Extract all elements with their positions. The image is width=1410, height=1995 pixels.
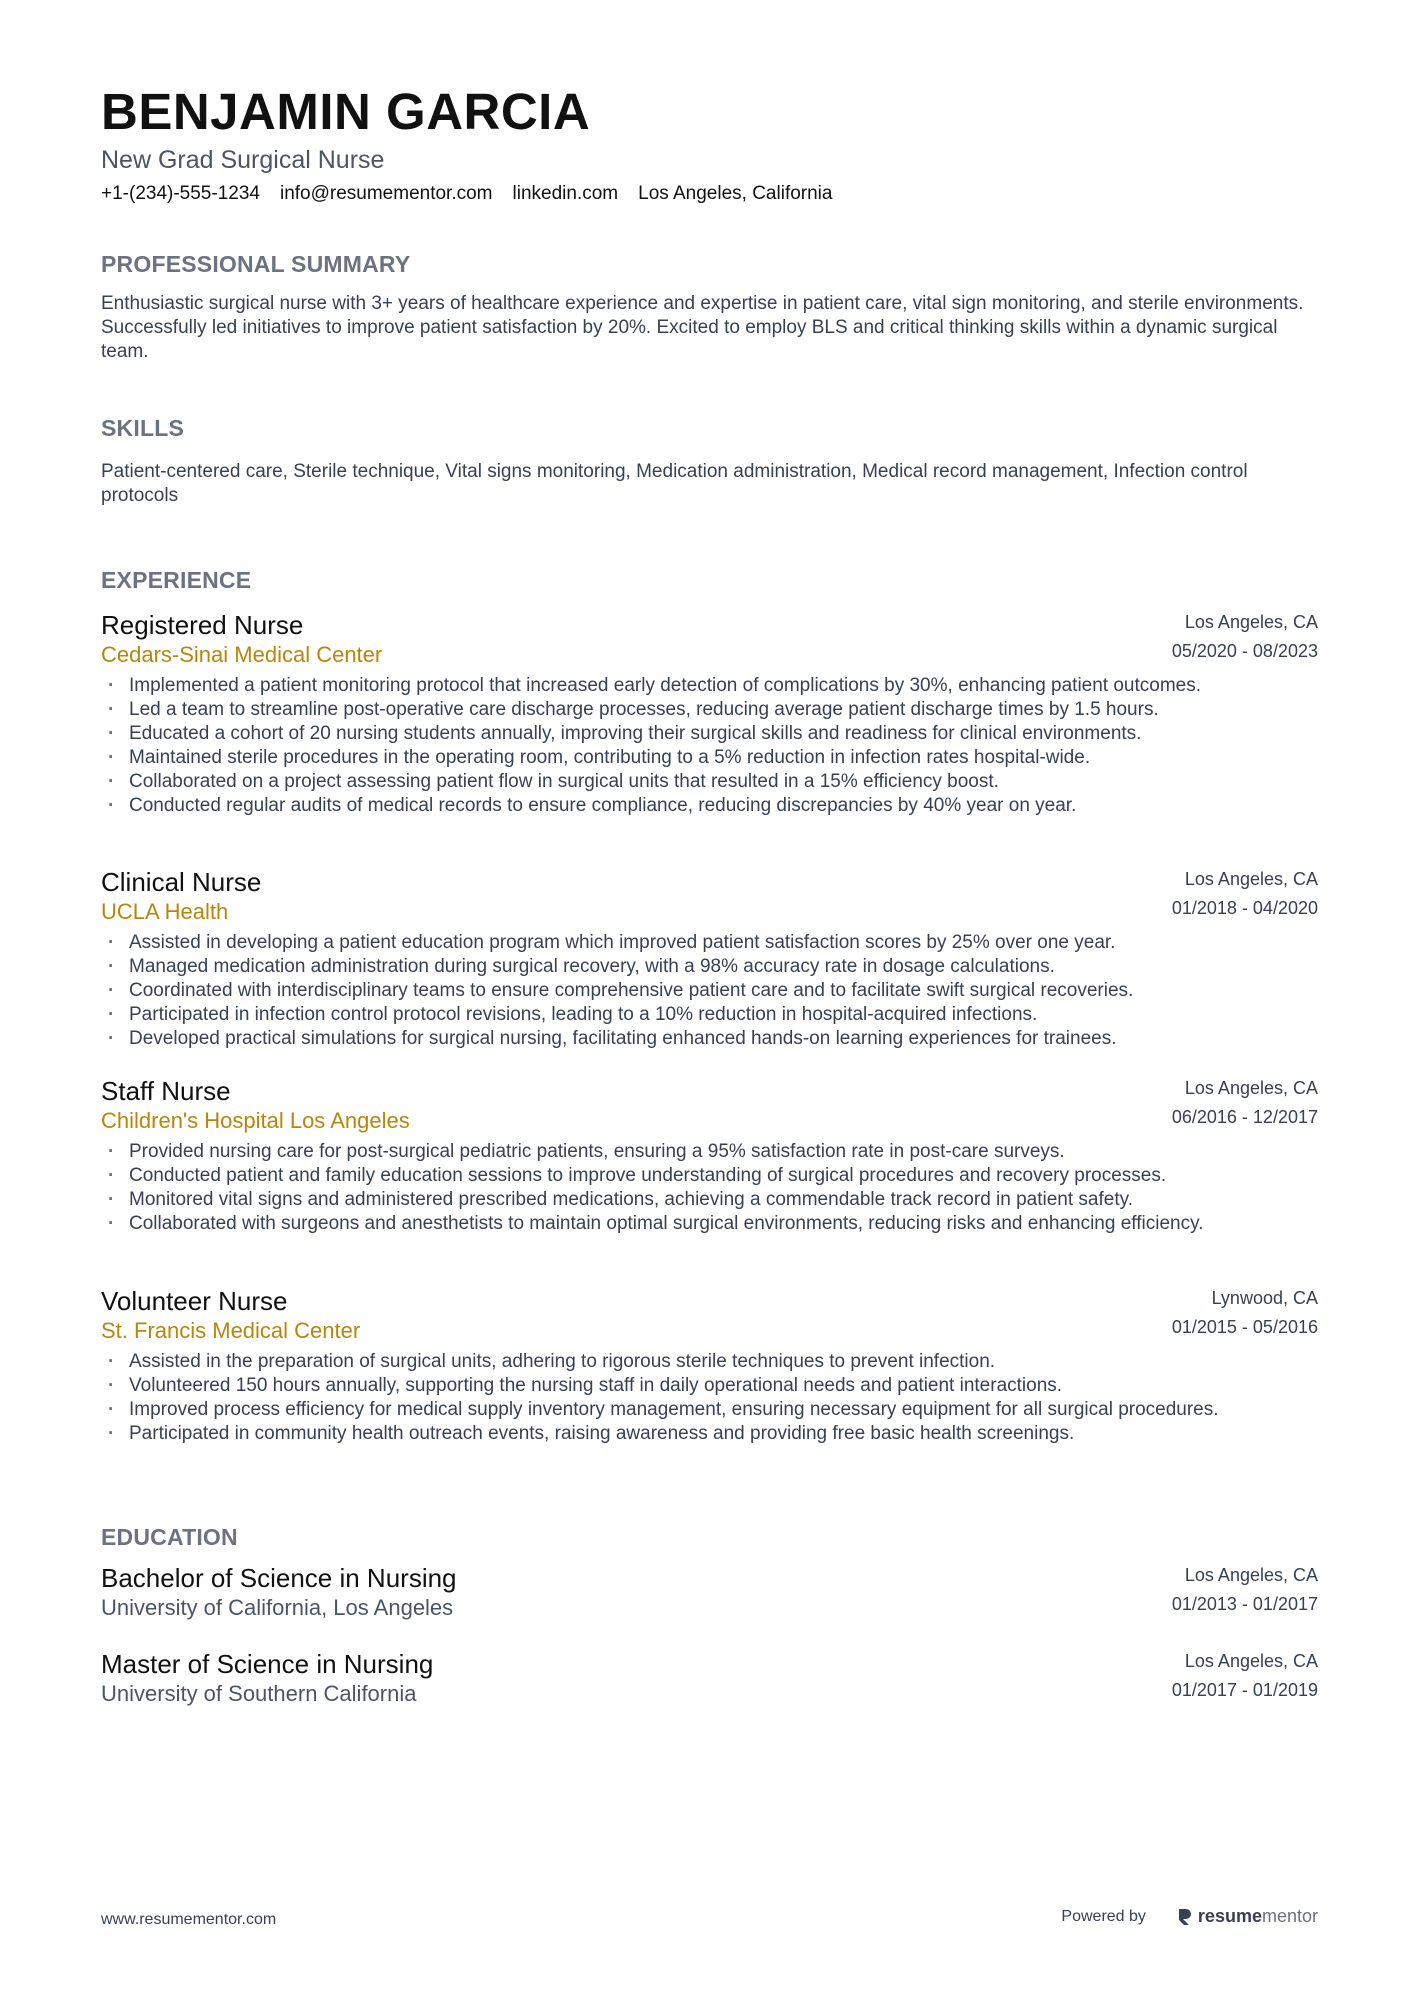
education-dates: 01/2017 - 01/2019 bbox=[1171, 1680, 1318, 1700]
job-location: Los Angeles, CA bbox=[1184, 869, 1318, 889]
footer-branding bbox=[1061, 1906, 1318, 1927]
powered-by-label: Powered by bbox=[1061, 1907, 1146, 1925]
bullet-item: · Volunteered 150 hours annually, supporting the nursing staff in daily operational needs and patient interactions. bbox=[101, 1374, 1259, 1398]
education-location: Los Angeles, CA bbox=[1184, 1565, 1318, 1585]
bullet-item: · Assisted in developing a patient education program which improved patient satisfaction scores by 25% over one year. bbox=[101, 931, 1259, 955]
bullet-item: · Developed practical simulations for surgical nursing, facilitating enhanced hands-on learning experiences for trainees. bbox=[101, 1027, 1259, 1051]
skills-text: Patient-centered care, Sterile technique, Vital signs monitoring, Medication administration, Medical record management, Infection control protocols bbox=[101, 461, 1248, 506]
contact-location: Los Angeles, California bbox=[638, 183, 833, 204]
bullet-item: · Implemented a patient monitoring protocol that increased early detection of complications by 30%, enhancing patient outcomes. bbox=[101, 674, 1259, 698]
contact-email[interactable]: info@resumementor.com bbox=[279, 183, 493, 204]
job-bullets bbox=[101, 674, 1318, 818]
job-entry bbox=[101, 1076, 1318, 1236]
bullet-item: · Participated in infection control protocol revisions, leading to a 10% reduction in hospital-acquired infections. bbox=[101, 1003, 1259, 1027]
footer-website[interactable]: www.resumementor.com bbox=[101, 1911, 277, 1928]
brand-logo[interactable] bbox=[1176, 1906, 1318, 1927]
bullet-item: · Conducted regular audits of medical records to ensure compliance, reducing discrepancies by 40% year on year. bbox=[101, 794, 1259, 818]
bullet-item: · Educated a cohort of 20 nursing students annually, improving their surgical skills and readiness for clinical environments. bbox=[101, 722, 1259, 746]
job-title: Staff Nurse bbox=[101, 1076, 231, 1106]
bullet-item: · Led a team to streamline post-operative care discharge processes, reducing average patient discharge times by 1.5 hours. bbox=[101, 698, 1259, 722]
brand-name-bold: resume bbox=[1197, 1906, 1262, 1926]
education-entry bbox=[101, 1649, 1318, 1707]
bullet-item: · Assisted in the preparation of surgical units, adhering to rigorous sterile techniques to prevent infection. bbox=[101, 1350, 1259, 1374]
job-organization: Children's Hospital Los Angeles bbox=[101, 1108, 410, 1133]
bullet-item: · Conducted patient and family education sessions to improve understanding of surgical procedures and recovery processes. bbox=[101, 1164, 1259, 1188]
job-entry bbox=[101, 610, 1318, 818]
job-entry bbox=[101, 1286, 1318, 1446]
education-section bbox=[101, 1524, 1318, 1551]
job-organization: UCLA Health bbox=[101, 899, 229, 924]
summary-heading: PROFESSIONAL SUMMARY bbox=[101, 251, 411, 277]
job-location: Los Angeles, CA bbox=[1184, 612, 1318, 632]
job-organization: Cedars-Sinai Medical Center bbox=[101, 642, 383, 667]
job-organization: St. Francis Medical Center bbox=[101, 1318, 361, 1343]
degree-title: Master of Science in Nursing bbox=[101, 1649, 434, 1679]
summary-text: Enthusiastic surgical nurse with 3+ years of healthcare experience and expertise in patient care, vital sign monitoring, and sterile environments. Successfully led initiatives to improve patient satisfaction by 20%. Excited to employ BLS and critical thinking skills within a dynamic surgical team. bbox=[101, 293, 1304, 362]
job-bullets bbox=[101, 1140, 1318, 1236]
bullet-item: · Improved process efficiency for medical supply inventory management, ensuring necessary equipment for all surgical procedures. bbox=[101, 1398, 1259, 1422]
education-heading: EDUCATION bbox=[101, 1524, 238, 1550]
job-bullets bbox=[101, 931, 1318, 1051]
bullet-item: · Provided nursing care for post-surgical pediatric patients, ensuring a 95% satisfaction rate in post-care surveys. bbox=[101, 1140, 1259, 1164]
experience-section bbox=[101, 567, 1318, 594]
candidate-name: BENJAMIN GARCIA bbox=[101, 83, 591, 140]
bullet-item: · Participated in community health outreach events, raising awareness and providing free basic health screenings. bbox=[101, 1422, 1259, 1446]
education-dates: 01/2013 - 01/2017 bbox=[1171, 1594, 1318, 1614]
experience-heading: EXPERIENCE bbox=[101, 567, 252, 593]
job-title: Volunteer Nurse bbox=[101, 1286, 288, 1316]
skills-section bbox=[101, 415, 1318, 508]
brand-name-light: mentor bbox=[1261, 1906, 1318, 1926]
school-name: University of Southern California bbox=[101, 1681, 417, 1706]
bullet-item: · Managed medication administration during surgical recovery, with a 98% accuracy rate in dosage calculations. bbox=[101, 955, 1259, 979]
contact-phone[interactable]: +1-(234)-555-1234 bbox=[101, 183, 260, 204]
skills-heading: SKILLS bbox=[101, 415, 184, 441]
school-name: University of California, Los Angeles bbox=[101, 1595, 454, 1620]
bullet-item: · Collaborated on a project assessing patient flow in surgical units that resulted in a 15% efficiency boost. bbox=[101, 770, 1259, 794]
degree-title: Bachelor of Science in Nursing bbox=[101, 1563, 457, 1593]
job-dates: 01/2015 - 05/2016 bbox=[1171, 1317, 1318, 1337]
candidate-title: New Grad Surgical Nurse bbox=[101, 146, 385, 174]
summary-section bbox=[101, 251, 1318, 364]
education-entry bbox=[101, 1563, 1318, 1621]
contact-linkedin[interactable]: linkedin.com bbox=[512, 183, 619, 204]
education-location: Los Angeles, CA bbox=[1184, 1651, 1318, 1671]
job-dates: 05/2020 - 08/2023 bbox=[1171, 641, 1318, 661]
job-bullets bbox=[101, 1350, 1318, 1446]
job-location: Los Angeles, CA bbox=[1184, 1078, 1318, 1098]
bullet-item: · Collaborated with surgeons and anesthetists to maintain optimal surgical environments, reducing risks and enhancing efficiency. bbox=[101, 1212, 1259, 1236]
bullet-item: · Coordinated with interdisciplinary teams to ensure comprehensive patient care and to facilitate swift surgical recoveries. bbox=[101, 979, 1259, 1003]
job-entry bbox=[101, 867, 1318, 1051]
bullet-item: · Maintained sterile procedures in the operating room, contributing to a 5% reduction in infection rates hospital-wide. bbox=[101, 746, 1259, 770]
job-title: Registered Nurse bbox=[101, 610, 304, 640]
contact-line bbox=[101, 183, 832, 205]
job-title: Clinical Nurse bbox=[101, 867, 262, 897]
bullet-item: · Monitored vital signs and administered prescribed medications, achieving a commendable track record in patient safety. bbox=[101, 1188, 1259, 1212]
job-dates: 01/2018 - 04/2020 bbox=[1171, 898, 1318, 918]
job-location: Lynwood, CA bbox=[1211, 1288, 1318, 1308]
job-dates: 06/2016 - 12/2017 bbox=[1171, 1107, 1318, 1127]
resumementor-logo-icon bbox=[1176, 1907, 1192, 1927]
